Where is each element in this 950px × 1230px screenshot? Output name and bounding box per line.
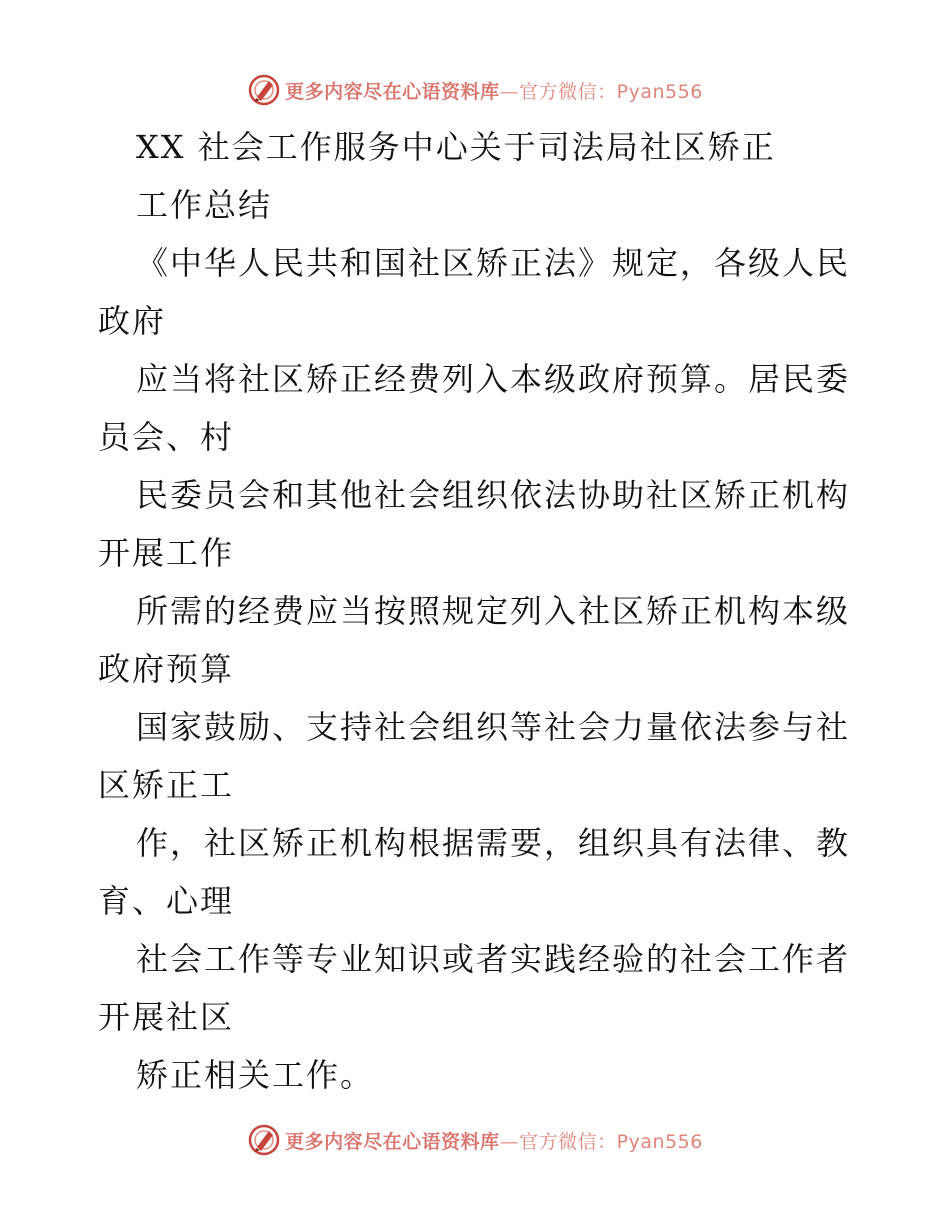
document-body <box>98 118 858 1104</box>
doc-line: XX 社会工作服务中心关于司法局社区矫正 <box>136 128 776 166</box>
doc-line: 育、心理 <box>98 882 235 920</box>
doc-line: 国家鼓励、支持社会组织等社会力量依法参与社 <box>136 708 851 746</box>
footer-banner <box>0 1120 950 1160</box>
pen-nib-logo-icon <box>247 73 281 107</box>
banner-dash: — <box>499 80 520 103</box>
doc-line: 政府 <box>98 302 167 340</box>
header-banner <box>0 70 950 110</box>
doc-line: 作，社区矫正机构根据需要，组织具有法律、教 <box>136 824 851 862</box>
banner-sub-text: 官方微信：Pyan556 <box>519 1130 703 1153</box>
doc-line: 工作总结 <box>136 186 273 224</box>
banner-sub-text: 官方微信：Pyan556 <box>519 80 703 103</box>
doc-line: 民委员会和其他社会组织依法协助社区矫正机构 <box>136 476 851 514</box>
banner-main-text: 更多内容尽在心语资料库 <box>285 1130 500 1153</box>
doc-line: 社会工作等专业知识或者实践经验的社会工作者 <box>136 940 851 978</box>
doc-line: 开展工作 <box>98 534 235 572</box>
doc-line: 区矫正工 <box>98 766 235 804</box>
doc-line: 所需的经费应当按照规定列入社区矫正机构本级 <box>136 592 851 630</box>
doc-line: 政府预算 <box>98 650 235 688</box>
banner-dash: — <box>499 1130 520 1153</box>
pen-nib-logo-icon <box>247 1123 281 1157</box>
doc-line: 《中华人民共和国社区矫正法》规定，各级人民 <box>136 244 851 282</box>
banner-main-text: 更多内容尽在心语资料库 <box>285 80 500 103</box>
doc-line: 员会、村 <box>98 418 235 456</box>
banner-text <box>285 1127 703 1154</box>
doc-line: 开展社区 <box>98 998 235 1036</box>
banner-text <box>285 77 703 104</box>
doc-line: 应当将社区矫正经费列入本级政府预算。居民委 <box>136 360 851 398</box>
doc-line: 矫正相关工作。 <box>136 1056 375 1094</box>
